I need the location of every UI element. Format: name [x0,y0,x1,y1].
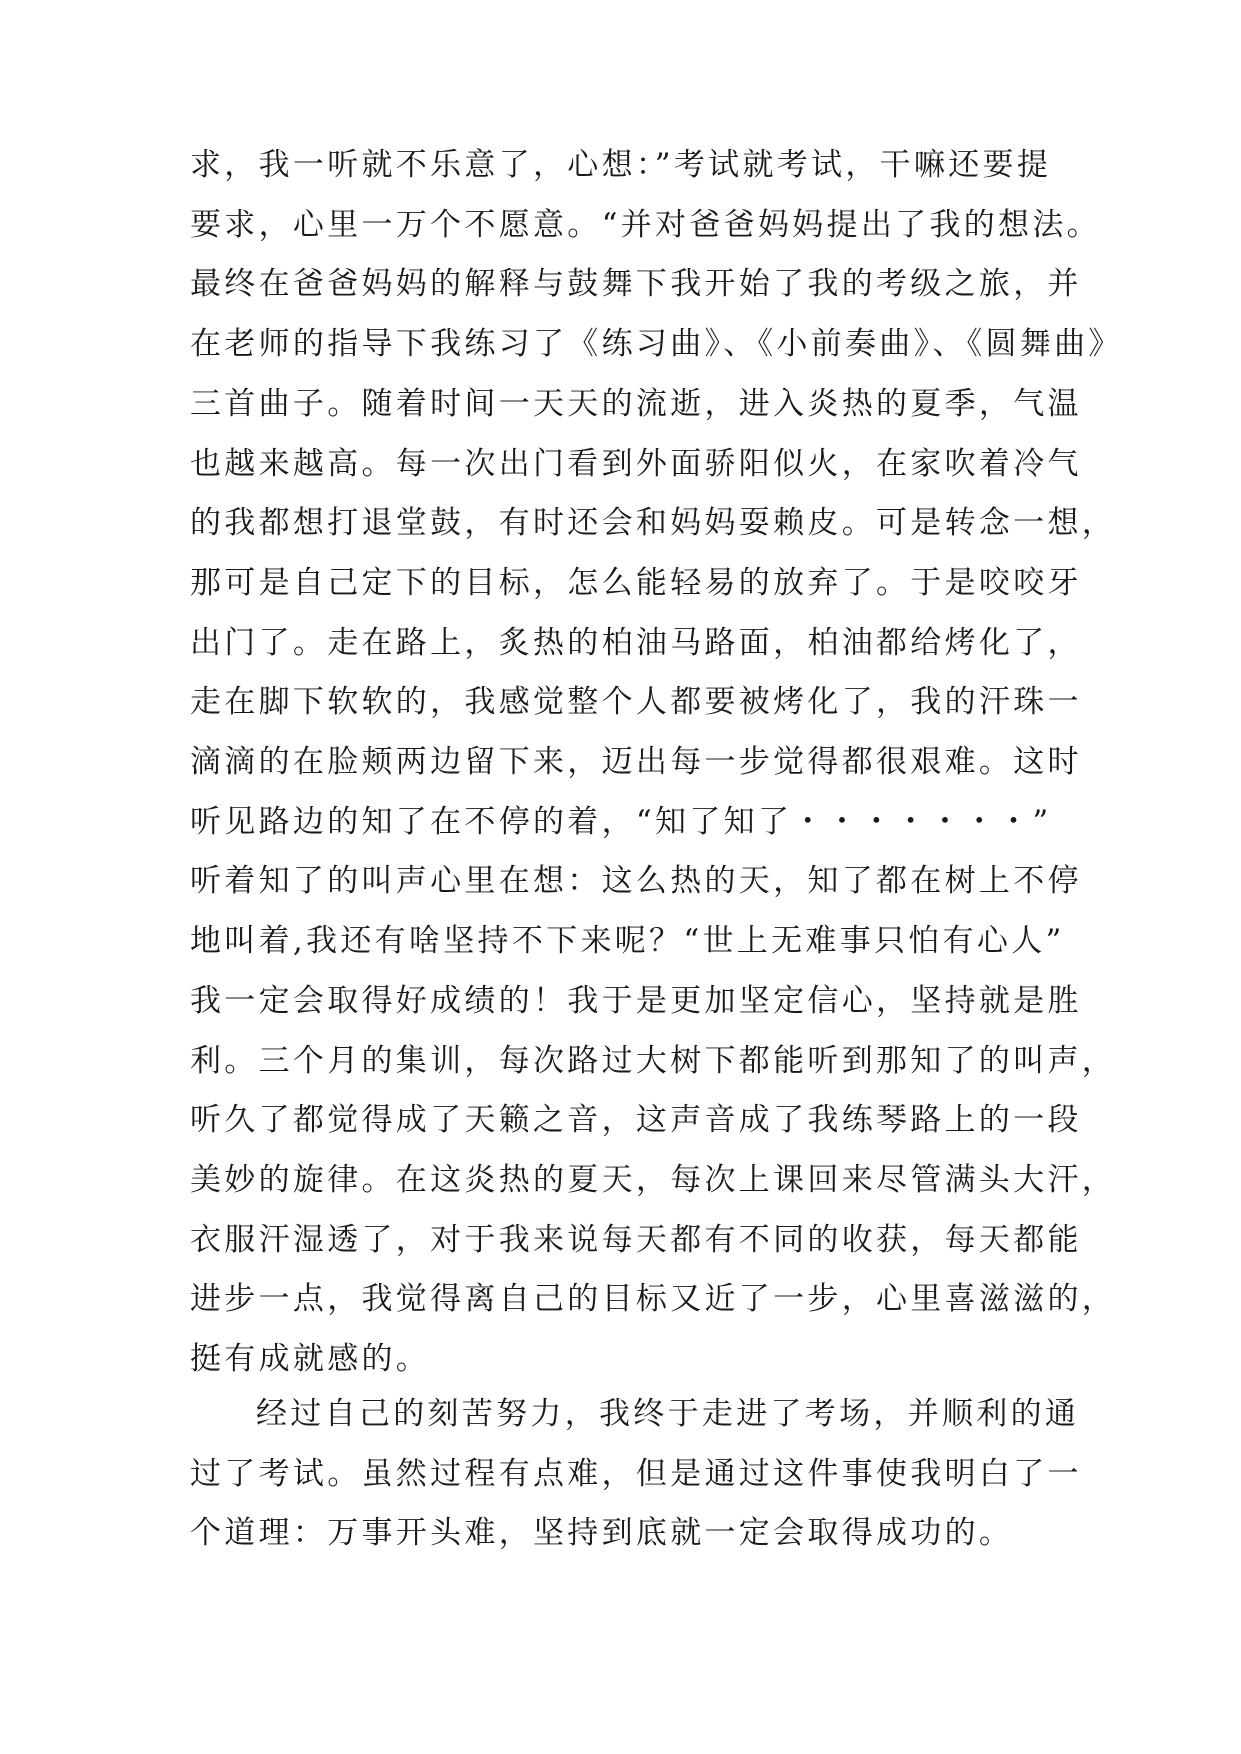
paragraph-line: 进步一点，我觉得离自己的目标又近了一步，心里喜滋滋的， [190,1281,1117,1318]
paragraph-line: 听着知了的叫声心里在想：这么热的天，知了都在树上不停 [190,863,1082,900]
paragraph-line: 挺有成就感的。 [190,1341,431,1378]
paragraph-line: 那可是自己定下的目标，怎么能轻易的放弃了。于是咬咬牙 [190,564,1082,601]
paragraph-line: 滴滴的在脸颊两边留下来，迈出每一步觉得都很艰难。这时 [190,744,1082,781]
paragraph-line: 出门了。走在路上，炙热的柏油马路面，柏油都给烤化了， [190,624,1082,661]
paragraph-line: 三首曲子。随着时间一天天的流逝，进入炎热的夏季，气温 [190,385,1082,422]
paragraph-line: 过了考试。虽然过程有点难，但是通过这件事使我明白了一 [190,1455,1082,1492]
paragraph-line: 的我都想打退堂鼓，有时还会和妈妈耍赖皮。可是转念一想， [190,505,1117,542]
paragraph-line: 听久了都觉得成了天籁之音，这声音成了我练琴路上的一段 [190,1102,1082,1139]
paragraph-line: 个道理：万事开头难，坚持到底就一定会取得成功的。 [190,1515,1014,1552]
paragraph-2 [190,1385,1082,1564]
paragraph-line: 美妙的旋律。在这炎热的夏天，每次上课回来尽管满头大汗， [190,1161,1117,1198]
paragraph-line: 利。三个月的集训，每次路过大树下都能听到那知了的叫声， [190,1042,1117,1079]
paragraph-line: 最终在爸爸妈妈的解释与鼓舞下我开始了我的考级之旅，并 [190,266,1082,303]
paragraph-line: 经过自己的刻苦努力，我终于走进了考场，并顺利的通 [256,1396,1080,1432]
paragraph-line: 也越来越高。每一次出门看到外面骄阳似火，在家吹着冷气 [190,445,1082,482]
paragraph-line: 走在脚下软软的，我感觉整个人都要被烤化了，我的汗珠一 [190,684,1082,721]
paragraph-line: 听见路边的知了在不停的着，“知了知了・・・・・・・” [190,803,1052,840]
paragraph-line: 在老师的指导下我练习了《练习曲》、《小前奏曲》、《圆舞曲》 [190,326,1123,363]
paragraph-line: 要求，心里一万个不愿意。“并对爸爸妈妈提出了我的想法。 [190,206,1101,243]
paragraph-line: 我一定会取得好成绩的！我于是更加坚定信心，坚持就是胜 [190,982,1082,1019]
paragraph-line: 地叫着,我还有啥坚持不下来呢？“世上无难事只怕有心人” [190,923,1065,960]
paragraph-1 [190,136,1123,1390]
paragraph-line: 求，我一听就不乐意了，心想：”考试就考试，干嘛还要提 [190,147,1052,183]
paragraph-line: 衣服汗湿透了，对于我来说每天都有不同的收获，每天都能 [190,1221,1082,1258]
